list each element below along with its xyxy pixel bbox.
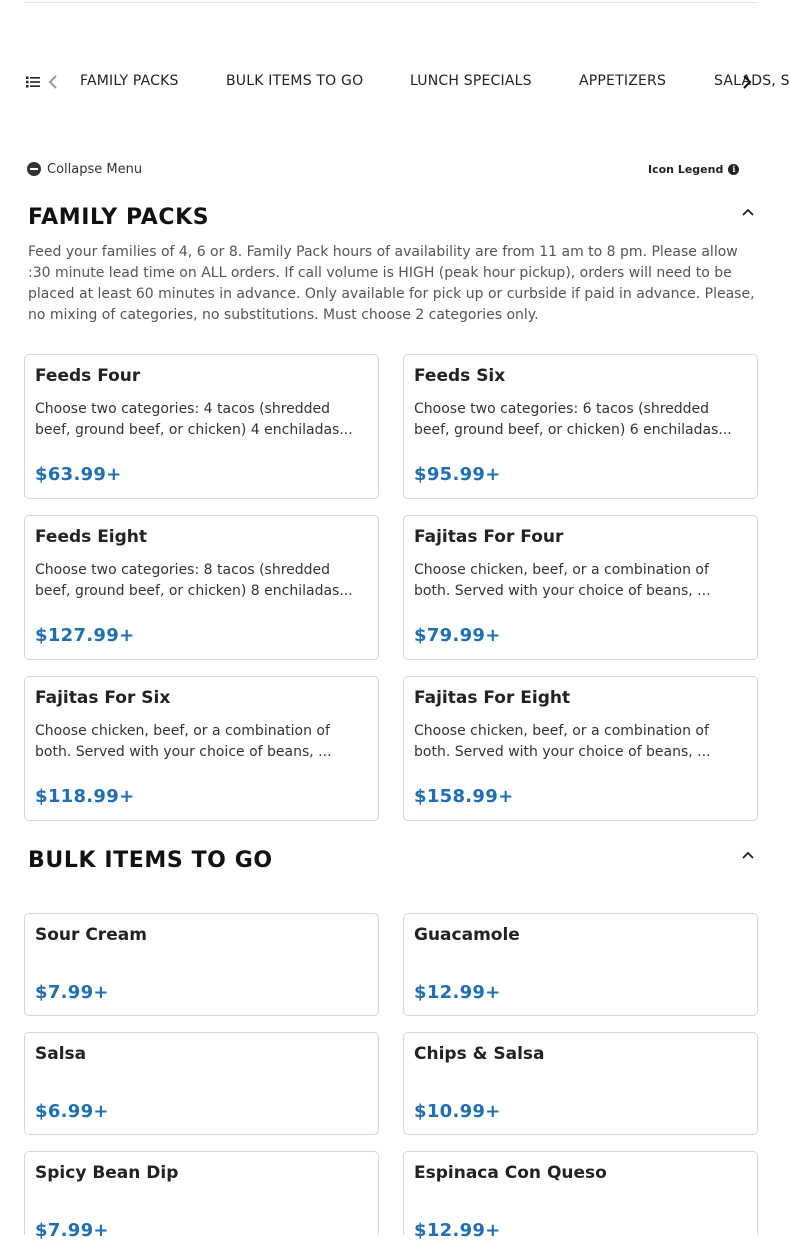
item-price: $79.99+ [414, 625, 501, 646]
collapse-menu-button[interactable] [27, 160, 142, 178]
item-name: Fajitas For Eight [414, 688, 571, 708]
item-price: $158.99+ [414, 786, 514, 807]
menu-item-card[interactable] [24, 1032, 379, 1135]
item-price: $7.99+ [35, 1220, 109, 1241]
section-description-family-packs: Feed your families of 4, 6 or 8. Family Pack hours of availability are from 11 am to 8 pm. Please allow :30 minute lead time on ALL orders. If call volume is HIGH (peak hour pickup), orders will need to be placed at least 60 minutes in advance. Only available for pick up or curbside if paid in advance. Please, no mixing of categories, no substitutions. Must choose 2 categories only. [28, 244, 755, 323]
menu-item-card[interactable] [403, 354, 758, 499]
menu-item-card[interactable] [403, 515, 758, 660]
chevron-left-icon[interactable] [47, 74, 59, 90]
item-price: $95.99+ [414, 464, 501, 485]
item-description: Choose chicken, beef, or a combination of both. Served with your choice of beans, ... [414, 723, 711, 760]
menu-item-card[interactable] [24, 913, 379, 1016]
tab-bulk-items-to-go[interactable]: BULK ITEMS TO GO [226, 73, 364, 89]
item-name: Spicy Bean Dip [35, 1163, 179, 1183]
section-title-family-packs: FAMILY PACKS [28, 205, 210, 230]
tab-appetizers[interactable]: APPETIZERS [579, 73, 667, 89]
chevron-up-icon[interactable] [741, 850, 755, 860]
item-description: Choose two categories: 8 tacos (shredded beef, ground beef, or chicken) 8 enchiladas... [35, 562, 353, 599]
chevron-up-icon[interactable] [741, 207, 755, 217]
menu-item-card[interactable] [403, 913, 758, 1016]
tab-lunch-specials[interactable]: LUNCH SPECIALS [410, 73, 532, 89]
item-name: Salsa [35, 1044, 87, 1064]
menu-item-card[interactable] [403, 676, 758, 821]
icon-legend-label: Icon Legend [648, 162, 724, 176]
menu-item-card[interactable] [24, 515, 379, 660]
item-description: Choose two categories: 6 tacos (shredded beef, ground beef, or chicken) 6 enchiladas... [414, 401, 732, 438]
icon-legend-button[interactable] [648, 160, 739, 178]
item-name: Fajitas For Four [414, 527, 564, 547]
info-icon: i [728, 164, 739, 175]
item-name: Sour Cream [35, 925, 147, 945]
item-name: Guacamole [414, 925, 520, 945]
list-icon[interactable] [26, 75, 40, 89]
item-name: Espinaca Con Queso [414, 1163, 607, 1183]
minus-circle-icon [27, 162, 41, 176]
item-description: Choose chicken, beef, or a combination of both. Served with your choice of beans, ... [35, 723, 332, 760]
item-name: Feeds Eight [35, 527, 148, 547]
collapse-menu-label: Collapse Menu [47, 161, 143, 177]
item-name: Chips & Salsa [414, 1044, 545, 1064]
section-title-bulk-items-to-go: BULK ITEMS TO GO [28, 848, 273, 873]
item-price: $10.99+ [414, 1101, 501, 1122]
tab-family-packs[interactable]: FAMILY PACKS [80, 73, 179, 89]
item-name: Fajitas For Six [35, 688, 171, 708]
top-divider [24, 2, 758, 3]
menu-item-card[interactable] [24, 1151, 379, 1241]
item-price: $6.99+ [35, 1101, 109, 1122]
tab-salads[interactable]: SALADS, S [714, 73, 790, 89]
item-price: $118.99+ [35, 786, 135, 807]
category-nav [0, 62, 790, 102]
menu-item-card[interactable] [24, 676, 379, 821]
item-description: Choose chicken, beef, or a combination of both. Served with your choice of beans, ... [414, 562, 711, 599]
item-name: Feeds Six [414, 366, 506, 386]
item-name: Feeds Four [35, 366, 141, 386]
item-price: $7.99+ [35, 982, 109, 1003]
item-price: $127.99+ [35, 625, 135, 646]
item-description: Choose two categories: 4 tacos (shredded beef, ground beef, or chicken) 4 enchiladas... [35, 401, 353, 438]
menu-item-card[interactable] [24, 354, 379, 499]
item-price: $12.99+ [414, 1220, 501, 1241]
chevron-right-icon[interactable] [741, 74, 753, 90]
menu-item-card[interactable] [403, 1032, 758, 1135]
item-price: $63.99+ [35, 464, 122, 485]
item-price: $12.99+ [414, 982, 501, 1003]
menu-item-card[interactable] [403, 1151, 758, 1241]
